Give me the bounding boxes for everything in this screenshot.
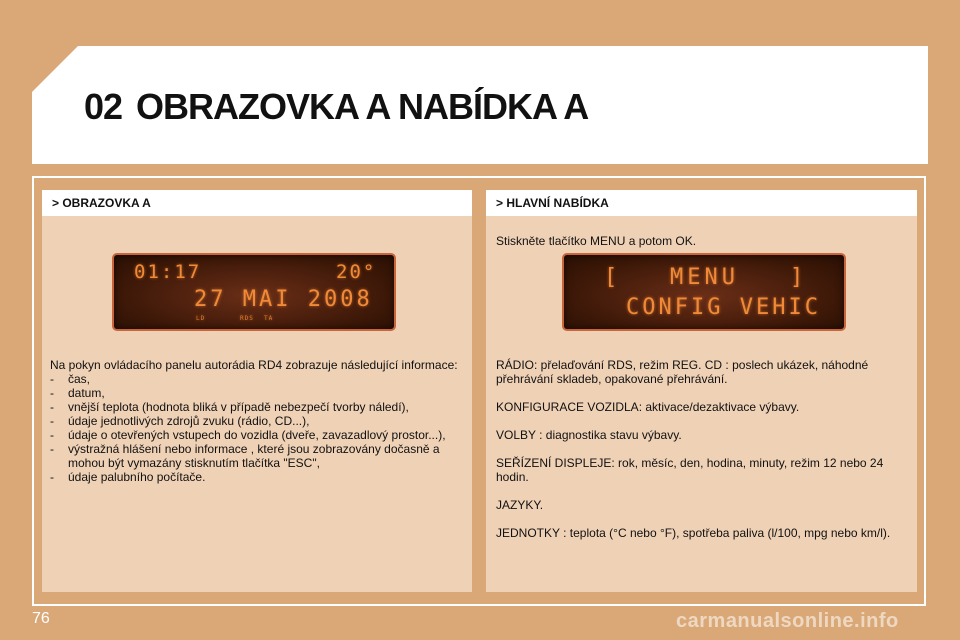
menu-paragraph: SEŘÍZENÍ DISPLEJE: rok, měsíc, den, hodina, minuty, režim 12 nebo 24 hodin. <box>496 456 884 484</box>
page-number: 76 <box>32 610 50 627</box>
main-menu-intro: Stiskněte tlačítko MENU a potom OK. <box>496 234 697 248</box>
display-bracket-left: [ <box>604 265 620 290</box>
page-title: OBRAZOVKA A NABÍDKA A <box>136 86 589 127</box>
panel-heading-main-menu: > HLAVNÍ NABÍDKA <box>486 190 917 216</box>
menu-paragraph: KONFIGURACE VOZIDLA: aktivace/dezaktivace výbavy. <box>496 400 800 414</box>
panel-main-menu <box>486 190 917 592</box>
list-item: - výstražná hlášení nebo informace , které jsou zobrazovány dočasně a mohou být vymazány stisknutím tlačítka "ESC", <box>50 442 465 470</box>
main-menu-description <box>496 358 896 554</box>
display-time: 01:17 <box>134 261 202 283</box>
display-indicator-ta: TA <box>264 315 274 322</box>
menu-paragraph: VOLBY : diagnostika stavu výbavy. <box>496 428 682 442</box>
list-item: - vnější teplota (hodnota bliká v případě nebezpečí tvorby náledí), <box>50 400 465 414</box>
display-date: 27 MAI 2008 <box>194 287 373 312</box>
screen-a-list <box>50 372 465 484</box>
display-temperature: 20° <box>336 261 377 283</box>
menu-paragraph: JAZYKY. <box>496 498 544 512</box>
panel-heading-screen-a: > OBRAZOVKA A <box>42 190 472 216</box>
panel-screen-a <box>42 190 472 592</box>
display-bracket-right: ] <box>790 265 806 290</box>
chapter-number: 02 <box>84 86 123 127</box>
display-indicator-ld: LD <box>196 315 206 322</box>
list-item: - čas, <box>50 372 465 386</box>
radio-display-screen <box>112 253 396 331</box>
watermark-text: carmanualsonline.info <box>676 610 899 632</box>
screen-a-description <box>50 358 465 484</box>
list-item: - údaje palubního počítače. <box>50 470 465 484</box>
menu-paragraph: RÁDIO: přelaďování RDS, režim REG. CD : poslech ukázek, náhodné přehrávání skladeb, opakované přehrávání. <box>496 358 869 386</box>
display-menu-label: MENU <box>670 265 739 290</box>
list-item: - údaje o otevřených vstupech do vozidla (dveře, zavazadlový prostor...), <box>50 428 465 442</box>
display-config-vehic: CONFIG VEHIC <box>626 295 821 320</box>
menu-display-screen <box>562 253 846 331</box>
screen-a-intro: Na pokyn ovládacího panelu autorádia RD4 zobrazuje následující informace: <box>50 358 458 372</box>
list-item: - datum, <box>50 386 465 400</box>
list-item: - údaje jednotlivých zdrojů zvuku (rádio, CD...), <box>50 414 465 428</box>
menu-paragraph: JEDNOTKY : teplota (°C nebo °F), spotřeba paliva (l/100, mpg nebo km/l). <box>496 526 891 540</box>
display-indicator-rds: RDS <box>240 315 254 322</box>
